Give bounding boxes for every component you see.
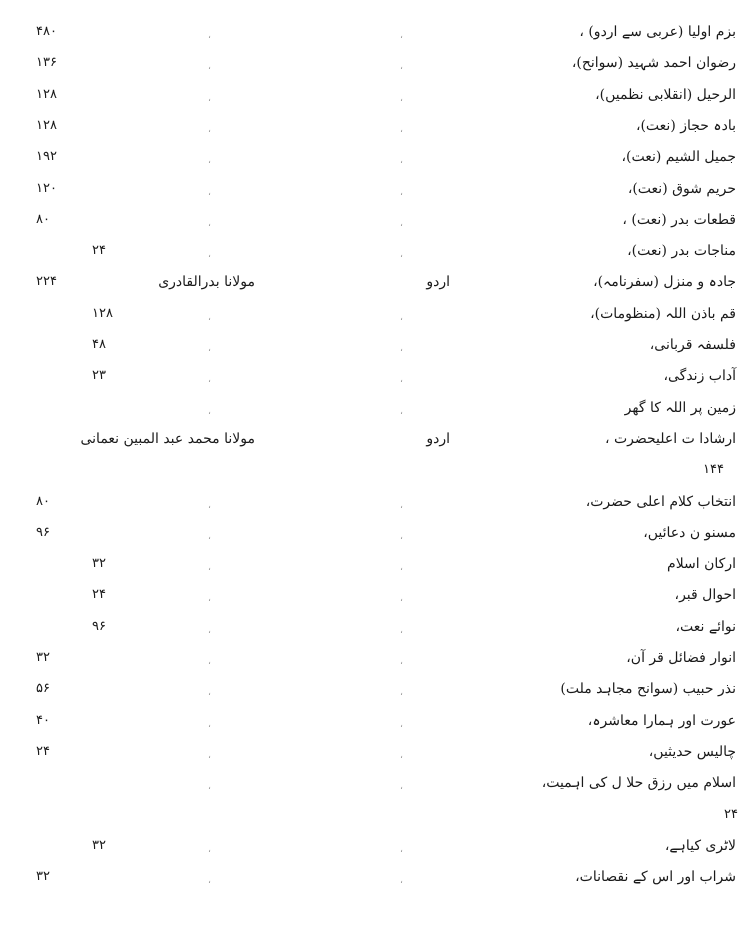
book-title: احوال قبر، xyxy=(674,587,736,604)
page-count: ۱۲۸ xyxy=(92,305,113,321)
book-title: انوار فضائل قر آن، xyxy=(626,650,736,666)
book-title: فلسفہ قربانی، xyxy=(649,337,736,353)
book-title: زمین پر اللہ کا گھر xyxy=(624,399,736,416)
ditto-mark: ، xyxy=(208,218,211,229)
ditto-mark: ، xyxy=(400,124,403,135)
book-title: چالیس حدیثیں، xyxy=(648,743,736,760)
ditto-mark: ، xyxy=(208,250,211,261)
page-count: ۸۰ xyxy=(36,211,50,227)
ditto-mark: ، xyxy=(400,876,403,887)
page-count: ۸۰ xyxy=(36,493,50,509)
page-count: ۲۴ xyxy=(36,743,50,759)
ditto-mark: ، xyxy=(400,312,403,323)
ditto-mark: ، xyxy=(208,719,211,730)
ditto-mark: ، xyxy=(400,344,403,354)
book-author: مولانا محمد عبد المبین نعمانی xyxy=(80,430,255,447)
catalog-row xyxy=(0,111,750,142)
page-count: ۱۹۲ xyxy=(36,149,57,165)
catalog-row xyxy=(0,424,750,455)
ditto-mark: ، xyxy=(400,93,403,104)
book-title: اسلام میں رزق حلا ل کی اہمیت، xyxy=(541,775,736,792)
book-title: بزم اولیا (عربی سے اردو) ، xyxy=(579,24,736,40)
book-title: قم باذن اللہ (منظومات)، xyxy=(590,305,736,322)
ditto-mark: ، xyxy=(400,500,403,511)
ditto-mark: ، xyxy=(208,657,211,667)
ditto-mark: ، xyxy=(208,156,211,167)
catalog-row xyxy=(0,48,750,79)
ditto-mark: ، xyxy=(208,344,211,354)
catalog-row xyxy=(0,236,750,267)
ditto-mark: ، xyxy=(208,31,211,41)
ditto-mark: ، xyxy=(400,375,403,386)
ditto-mark: ، xyxy=(400,844,403,855)
ditto-mark: ، xyxy=(400,187,403,198)
ditto-mark: ، xyxy=(208,312,211,323)
catalog-row xyxy=(0,612,750,643)
book-title: آداب زندگی، xyxy=(663,368,736,385)
ditto-mark: ، xyxy=(400,563,403,574)
book-title: رضوان احمد شہید (سوانح)، xyxy=(571,55,736,72)
ditto-mark: ، xyxy=(400,218,403,229)
page-count: ۲۲۴ xyxy=(36,274,57,290)
page-count: ۲۴ xyxy=(92,587,106,603)
page-count: ۱۲۰ xyxy=(36,180,57,196)
book-title: قطعات بدر (نعت) ، xyxy=(622,211,736,228)
catalog-row xyxy=(0,142,750,173)
page-count: ۱۲۸ xyxy=(36,117,57,133)
catalog-row xyxy=(0,800,750,831)
ditto-mark: ، xyxy=(400,156,403,167)
book-title: ارکان اسلام xyxy=(667,556,736,573)
book-title: عورت اور ہمارا معاشرہ، xyxy=(587,712,736,729)
ditto-mark: ، xyxy=(208,531,211,542)
page-count: ۱۲۸ xyxy=(36,86,57,102)
catalog-row xyxy=(0,80,750,111)
page-count: ۴۸ xyxy=(92,337,106,352)
ditto-mark: ، xyxy=(400,62,403,73)
page-count: ۱۳۶ xyxy=(36,55,57,71)
ditto-mark: ، xyxy=(400,688,403,699)
ditto-mark: ، xyxy=(208,124,211,135)
book-title: نذر حبیب (سوانح مجاہد ملت) xyxy=(560,681,736,698)
ditto-mark: ، xyxy=(208,594,211,605)
ditto-mark: ، xyxy=(208,782,211,793)
book-title: مسنو ن دعائیں، xyxy=(643,524,736,541)
catalog-row xyxy=(0,455,750,486)
catalog-row xyxy=(0,299,750,330)
ditto-mark: ، xyxy=(208,62,211,73)
catalog-row xyxy=(0,674,750,705)
page-count: ۳۲ xyxy=(36,650,50,665)
ditto-mark: ، xyxy=(208,406,211,417)
catalog-row xyxy=(0,643,750,674)
book-title: لاٹری کیاہے، xyxy=(664,837,736,854)
ditto-mark: ، xyxy=(208,563,211,574)
catalog-row xyxy=(0,768,750,799)
ditto-mark: ، xyxy=(400,406,403,417)
ditto-mark: ، xyxy=(400,594,403,605)
ditto-mark: ، xyxy=(208,375,211,386)
book-language: اردو xyxy=(426,430,450,447)
ditto-mark: ، xyxy=(400,531,403,542)
catalog-row xyxy=(0,580,750,611)
book-title: جادہ و منزل (سفرنامہ)، xyxy=(593,274,736,291)
catalog-row xyxy=(0,706,750,737)
ditto-mark: ، xyxy=(400,250,403,261)
book-title: مناجات بدر (نعت)، xyxy=(627,243,736,260)
ditto-mark: ، xyxy=(208,750,211,761)
page-count: ۴۸۰ xyxy=(36,24,57,39)
catalog-row xyxy=(0,267,750,298)
catalog-row xyxy=(0,330,750,361)
ditto-mark: ، xyxy=(208,688,211,699)
page-count: ۳۲ xyxy=(92,556,106,572)
page-count: ۲۴ xyxy=(92,243,106,259)
book-title: جمیل الشیم (نعت)، xyxy=(621,149,736,166)
catalog-row xyxy=(0,393,750,424)
book-title: حریم شوق (نعت)، xyxy=(627,180,736,197)
ditto-mark: ، xyxy=(400,31,403,41)
ditto-mark: ، xyxy=(208,187,211,198)
ditto-mark: ، xyxy=(400,657,403,667)
ditto-mark: ، xyxy=(208,844,211,855)
page-count: ۳۲ xyxy=(92,837,106,853)
page-count: ۵۶ xyxy=(36,681,50,697)
ditto-mark: ، xyxy=(400,625,403,636)
page-count: ۲۳ xyxy=(92,368,106,384)
book-title: نوائے نعت، xyxy=(675,618,736,635)
catalog-row xyxy=(0,862,750,893)
ditto-mark: ، xyxy=(208,625,211,636)
book-author: مولانا بدرالقادری xyxy=(158,274,255,291)
page-count: ۲۴ xyxy=(724,806,738,822)
catalog-row xyxy=(0,737,750,768)
catalog-row xyxy=(0,518,750,549)
catalog-row xyxy=(0,831,750,862)
page-count: ۹۶ xyxy=(92,618,106,634)
ditto-mark: ، xyxy=(208,93,211,104)
book-title: شراب اور اس کے نقصانات، xyxy=(575,869,736,886)
book-title: ارشادا ت اعلیحضرت ، xyxy=(604,430,736,447)
catalog-row xyxy=(0,17,750,48)
catalog-row xyxy=(0,549,750,580)
ditto-mark: ، xyxy=(208,500,211,511)
ditto-mark: ، xyxy=(400,750,403,761)
ditto-mark: ، xyxy=(400,782,403,793)
page-count: ۳۲ xyxy=(36,869,50,885)
book-title: الرحیل (انقلابی نظمیں)، xyxy=(595,86,736,103)
page-count: ۹۶ xyxy=(36,524,50,540)
catalog-row xyxy=(0,487,750,518)
book-language: اردو xyxy=(426,274,450,291)
ditto-mark: ، xyxy=(400,719,403,730)
catalog-row xyxy=(0,174,750,205)
catalog-row xyxy=(0,361,750,392)
book-title: انتخاب کلام اعلی حضرت، xyxy=(585,493,736,510)
page-count: ۱۴۴ xyxy=(703,462,724,478)
ditto-mark: ، xyxy=(208,876,211,887)
book-title: بادہ حجاز (نعت)، xyxy=(635,117,736,134)
catalog-row xyxy=(0,205,750,236)
page-count: ۴۰ xyxy=(36,712,50,728)
